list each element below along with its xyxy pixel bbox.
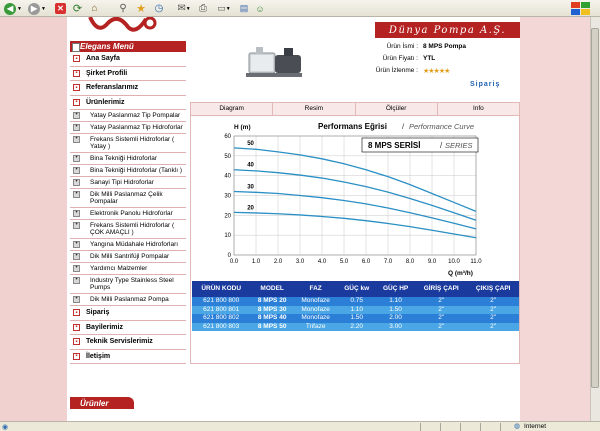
- x-tick-label: 7.0: [383, 259, 393, 265]
- table-cell: 2": [467, 306, 519, 315]
- submenu-bullet-icon: •: [73, 277, 80, 284]
- table-cell: 2.00: [376, 314, 415, 323]
- y-tick-label: 50: [224, 153, 231, 160]
- x-tick-label: 6.0: [361, 259, 371, 265]
- dropdown-arrow-icon: ▼: [17, 5, 22, 12]
- submenu-bullet-icon: •: [73, 222, 80, 229]
- menu-item[interactable]: [70, 96, 186, 111]
- menu-item[interactable]: [70, 275, 186, 294]
- x-tick-label: 0.0: [229, 259, 239, 265]
- company-name-banner: Dünya Pompa A.Ş.: [375, 22, 520, 38]
- status-bar: [0, 421, 600, 431]
- product-rating-row: [298, 67, 449, 75]
- x-tick-label: 10.0: [448, 259, 460, 265]
- series-box-separator: /: [440, 141, 443, 150]
- y-tick-label: 10: [224, 233, 231, 240]
- table-header-cell: ÇIKIŞ ÇAPI: [467, 281, 519, 297]
- table-cell: 2": [415, 314, 467, 323]
- scrollbar-thumb[interactable]: [591, 28, 599, 388]
- x-tick-label: 3.0: [295, 259, 305, 265]
- history-button[interactable]: [152, 2, 166, 15]
- menu-item-label: Elektronik Panolu Hidroforlar: [90, 210, 173, 217]
- dropdown-arrow-icon: ▼: [41, 5, 46, 12]
- series-box-label: 8 MPS SERİSİ: [368, 141, 421, 150]
- chart-grid: [234, 136, 476, 255]
- menu-item-label: Yatay Paslanmaz Tip Pompalar: [90, 112, 181, 119]
- menu-item[interactable]: [70, 122, 186, 134]
- mail-button[interactable]: [174, 2, 194, 15]
- menu-item-label: Ana Sayfa: [86, 55, 120, 63]
- menu-item[interactable]: [70, 208, 186, 220]
- favorites-button[interactable]: [134, 2, 148, 15]
- x-tick-label: 4.0: [317, 259, 327, 265]
- menu-item[interactable]: [70, 165, 186, 177]
- table-row: [192, 323, 519, 332]
- right-margin: [520, 17, 590, 421]
- browser-toolbar: [0, 0, 600, 17]
- series-label: 50: [247, 140, 254, 147]
- table-cell: 3.00: [376, 323, 415, 332]
- messenger-button[interactable]: [254, 2, 266, 15]
- x-tick-label: 2.0: [273, 259, 283, 265]
- menu-item[interactable]: [70, 306, 186, 321]
- table-cell: 1.50: [337, 314, 376, 323]
- menu-item-label: Frekans Sistemli Hidroforlar ( ÇOK AMAÇLI ): [90, 222, 175, 236]
- series-label: 40: [247, 162, 254, 169]
- order-link[interactable]: Sipariş: [470, 81, 501, 88]
- messenger-icon: ☺: [255, 3, 265, 14]
- submenu-bullet-icon: •: [73, 253, 80, 260]
- print-icon: ⎙: [199, 3, 207, 14]
- chart-curves: [234, 141, 476, 238]
- internet-zone-label: Internet: [524, 423, 547, 430]
- product-table: [192, 281, 519, 331]
- back-arrow-icon: ◀: [4, 3, 16, 15]
- table-cell: 2": [415, 297, 467, 306]
- table-row: [192, 314, 519, 323]
- company-logo: [88, 17, 158, 35]
- table-header-row: [192, 281, 519, 297]
- product-name-label: Ürün İsmi :: [386, 43, 418, 50]
- discuss-icon: ▤: [239, 3, 249, 13]
- table-header-cell: ÜRÜN KODU: [192, 281, 250, 297]
- menu-item[interactable]: [70, 67, 186, 82]
- x-tick-label: 5.0: [339, 259, 349, 265]
- dropdown-arrow-icon: ▼: [185, 5, 191, 12]
- menu-bullet-icon: ▪: [73, 55, 80, 62]
- table-cell: 2": [467, 314, 519, 323]
- menu-bullet-icon: ▪: [73, 353, 80, 360]
- chart-title-separator: /: [402, 122, 405, 131]
- x-tick-label: 11.0: [470, 259, 482, 265]
- submenu-bullet-icon: •: [73, 136, 80, 143]
- menu-item-label: İletişim: [86, 352, 111, 360]
- menu-item[interactable]: [70, 239, 186, 251]
- menu-item[interactable]: [70, 335, 186, 350]
- table-row: [192, 297, 519, 306]
- menu-item-label: Teknik Servislerimiz: [86, 338, 153, 346]
- windows-logo-icon: [570, 1, 592, 16]
- menu-item-label: Sanayi Tipi Hidroforlar: [90, 179, 154, 186]
- table-cell: 621 800 802: [192, 314, 250, 323]
- menu-title: Elegans Menü: [70, 41, 186, 52]
- table-cell: 2": [415, 306, 467, 315]
- home-icon: ⌂: [91, 3, 98, 14]
- refresh-icon: ⟳: [72, 3, 83, 15]
- menu-item-label: Bina Tekniği Hidroforlar: [90, 155, 158, 162]
- submenu-bullet-icon: •: [73, 265, 80, 272]
- submenu-bullet-icon: •: [73, 155, 80, 162]
- series-box-alt: SERIES: [445, 141, 473, 150]
- mail-icon: ✉: [177, 3, 186, 14]
- stop-button[interactable]: [54, 2, 67, 15]
- rating-stars-icon: ★★★★★: [423, 68, 450, 75]
- submenu-bullet-icon: •: [73, 191, 80, 198]
- submenu-bullet-icon: •: [73, 241, 80, 248]
- menu-item-label: Şirket Profili: [86, 69, 128, 77]
- menu-item[interactable]: [70, 251, 186, 263]
- menu-item[interactable]: [70, 52, 186, 67]
- table-cell: 2": [467, 323, 519, 332]
- y-tick-label: 60: [224, 134, 231, 140]
- table-cell: 1.10: [376, 297, 415, 306]
- tab-resim[interactable]: Resim: [273, 103, 355, 115]
- history-icon: ◷: [154, 3, 164, 14]
- stop-icon: ✕: [55, 3, 66, 14]
- menu-item-label: Bina Tekniği Hidroforlar (Tanklı ): [90, 167, 182, 174]
- table-cell: Monofaze: [294, 297, 337, 306]
- menu-item-label: Yangına Müdahale Hidroforları: [90, 241, 179, 248]
- menu-item[interactable]: [70, 321, 186, 336]
- y-tick-label: 20: [224, 213, 231, 220]
- menu-bullet-icon: ▪: [73, 70, 80, 77]
- menu-item-label: Dik Milli Santrifüjl Pompalar: [90, 253, 170, 260]
- status-divider: [440, 423, 441, 431]
- x-tick-label: 1.0: [251, 259, 261, 265]
- internet-zone-icon: ◍: [514, 423, 521, 430]
- home-button[interactable]: [88, 2, 101, 15]
- menu-item-label: Bayilerimiz: [86, 323, 123, 331]
- table-cell: 0.75: [337, 297, 376, 306]
- menu-item-label: Frekans Sistemli Hidroforlar ( Yatay ): [90, 136, 175, 150]
- menu-item[interactable]: [70, 81, 186, 96]
- tab-olculer[interactable]: Ölçüler: [356, 103, 438, 115]
- products-title: Ürünler: [70, 397, 134, 409]
- table-cell: 621 800 803: [192, 323, 250, 332]
- status-divider: [480, 423, 481, 431]
- x-axis-label: Q (m³/h): [448, 270, 473, 277]
- forward-arrow-icon: ▶: [28, 3, 40, 15]
- menu-item[interactable]: [70, 110, 186, 122]
- menu-bullet-icon: ▪: [73, 309, 80, 316]
- tab-diagram[interactable]: Diagram: [191, 103, 273, 115]
- table-cell: 2.20: [337, 323, 376, 332]
- star-icon: ★: [136, 3, 146, 15]
- series-line: [234, 170, 476, 221]
- table-header-cell: GÜÇ HP: [376, 281, 415, 297]
- table-cell: 2": [415, 323, 467, 332]
- table-cell: 8 MPS 40: [250, 314, 293, 323]
- table-header-cell: FAZ: [294, 281, 337, 297]
- submenu-bullet-icon: •: [73, 179, 80, 186]
- menu-item-label: Yatay Paslanmaz Tip Hidroforlar: [90, 124, 183, 131]
- menu-item-label: Dik Milli Paslanmaz Pompa: [90, 296, 169, 303]
- table-header-cell: MODEL: [250, 281, 293, 297]
- product-price-row: [298, 55, 435, 62]
- table-header-cell: GİRİŞ ÇAPI: [415, 281, 467, 297]
- performance-chart: [218, 118, 508, 278]
- menu-item[interactable]: [70, 189, 186, 208]
- submenu-bullet-icon: •: [73, 167, 80, 174]
- menu-item[interactable]: [70, 177, 186, 189]
- table-header-cell: GÜÇ kw: [337, 281, 376, 297]
- status-divider: [500, 423, 501, 431]
- table-cell: 621 800 801: [192, 306, 250, 315]
- product-price-label: Ürün Fiyatı :: [382, 55, 418, 62]
- table-body: [192, 297, 519, 331]
- submenu-bullet-icon: •: [73, 124, 80, 131]
- menu-item[interactable]: [70, 220, 186, 239]
- table-cell: 2": [467, 297, 519, 306]
- side-menu: [70, 41, 186, 364]
- menu-bullet-icon: ▪: [73, 99, 80, 106]
- status-divider: [420, 423, 421, 431]
- table-cell: Trifaze: [294, 323, 337, 332]
- product-rating-label: Ürün İzlenme :: [375, 67, 418, 74]
- table-cell: 621 800 800: [192, 297, 250, 306]
- print-button[interactable]: [196, 2, 210, 15]
- edit-button[interactable]: [214, 2, 234, 15]
- product-price-value: YTL: [423, 55, 436, 62]
- refresh-button[interactable]: [71, 2, 84, 15]
- chart-title-alt: Performance Curve: [409, 122, 475, 131]
- menu-item-label: Dik Milli Paslanmaz Çelik Pompalar: [90, 191, 163, 205]
- menu-item-label: Industry Type Stainless Steel Pumps: [90, 277, 174, 291]
- series-label: 20: [247, 205, 254, 212]
- table-cell: 1.50: [376, 306, 415, 315]
- menu-item[interactable]: [70, 263, 186, 275]
- page-done-icon: ◉: [2, 424, 9, 431]
- menu-item-label: Yardımcı Malzemler: [90, 265, 148, 272]
- product-name-value: 8 MPS Pompa: [423, 43, 466, 50]
- menu-item[interactable]: [70, 294, 186, 306]
- product-name-row: [298, 43, 466, 50]
- table-row: [192, 306, 519, 315]
- menu-list: [70, 52, 186, 364]
- menu-bullet-icon: ▪: [73, 84, 80, 91]
- series-label: 30: [247, 184, 254, 191]
- chart-ticks: [224, 134, 482, 265]
- x-tick-label: 9.0: [427, 259, 437, 265]
- menu-item-label: Sipariş: [86, 309, 110, 317]
- submenu-bullet-icon: •: [73, 112, 80, 119]
- dropdown-arrow-icon: ▼: [225, 5, 231, 12]
- series-line: [234, 212, 476, 237]
- table-cell: Monofaze: [294, 306, 337, 315]
- search-icon: ⚲: [119, 3, 127, 14]
- menu-item-label: Referanslarımız: [86, 84, 139, 92]
- tab-info[interactable]: Info: [472, 105, 484, 112]
- menu-bullet-icon: ▪: [73, 338, 80, 345]
- chart-title: Performans Eğrisi: [318, 122, 387, 131]
- menu-item-label: Ürünlerimiz: [86, 98, 125, 106]
- table-cell: 8 MPS 50: [250, 323, 293, 332]
- search-button[interactable]: [116, 2, 130, 15]
- menu-item[interactable]: [70, 350, 186, 365]
- table-cell: 8 MPS 20: [250, 297, 293, 306]
- y-tick-label: 40: [224, 173, 231, 180]
- submenu-bullet-icon: •: [73, 296, 80, 303]
- discuss-button[interactable]: [238, 2, 250, 15]
- back-button[interactable]: [2, 2, 24, 15]
- table-cell: Monofaze: [294, 314, 337, 323]
- table-cell: 1.10: [337, 306, 376, 315]
- y-tick-label: 0: [227, 253, 231, 259]
- forward-button[interactable]: [27, 2, 47, 15]
- y-tick-label: 30: [224, 193, 231, 200]
- edit-icon: ▭: [217, 3, 226, 13]
- y-axis-label: H (m): [234, 124, 251, 131]
- pump-product-image: [244, 39, 306, 81]
- x-tick-label: 8.0: [405, 259, 415, 265]
- menu-item[interactable]: [70, 153, 186, 165]
- table-cell: 8 MPS 30: [250, 306, 293, 315]
- menu-item[interactable]: [70, 134, 186, 153]
- status-divider: [460, 423, 461, 431]
- menu-bullet-icon: ▪: [73, 324, 80, 331]
- submenu-bullet-icon: •: [73, 210, 80, 217]
- product-tabs: [190, 102, 520, 116]
